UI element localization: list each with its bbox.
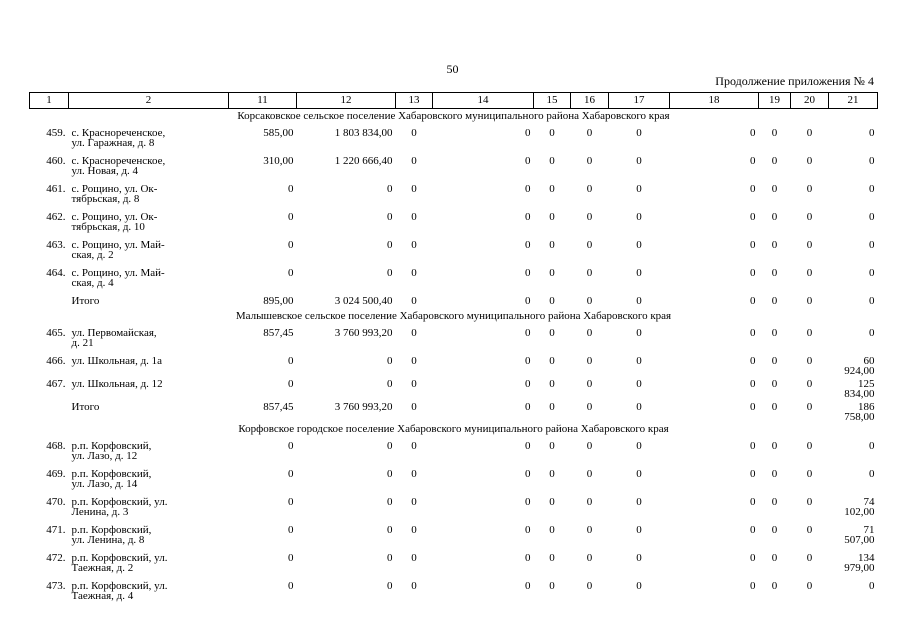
value-cell: 186 758,00 xyxy=(844,401,875,423)
address-line: ская, д. 2 xyxy=(71,249,114,261)
row-number: 465. xyxy=(46,327,66,339)
value-cell: 0 xyxy=(549,378,555,390)
value-cell: 0 xyxy=(549,524,555,536)
value-cell: 0 xyxy=(411,267,417,279)
value-cell: 0 xyxy=(806,327,813,339)
value-cell: 0 xyxy=(549,496,555,508)
value-cell: 0 xyxy=(288,468,294,480)
row-number: 473. xyxy=(46,580,66,592)
value-cell: 0 xyxy=(586,267,593,279)
value-cell: 0 xyxy=(806,267,813,279)
value-cell: 0 xyxy=(549,295,555,307)
value-cell: 0 xyxy=(750,496,756,508)
value-cell: 0 xyxy=(806,183,813,195)
value-cell: 0 xyxy=(771,155,778,167)
value-cell: 0 xyxy=(387,552,393,564)
value-cell: 0 xyxy=(806,295,813,307)
address-cell xyxy=(69,376,229,399)
address-line: ул. Школьная, д. 12 xyxy=(71,378,163,390)
row-number: 471. xyxy=(46,524,66,536)
value-cell: 0 xyxy=(636,239,642,251)
value-cell: 0 xyxy=(806,401,813,413)
value-cell: 0 xyxy=(411,378,417,390)
page-number: 50 xyxy=(446,62,459,76)
value-cell: 0 xyxy=(586,378,593,390)
address-line: ул. Первомайская, xyxy=(71,327,157,339)
value-cell: 0 xyxy=(525,239,531,251)
value-cell: 0 xyxy=(411,496,417,508)
table-row xyxy=(30,376,878,399)
address-cell xyxy=(69,438,229,466)
address-line: ул. Гаражная, д. 8 xyxy=(71,137,155,149)
value-cell: 0 xyxy=(525,378,531,390)
value-cell: 0 xyxy=(771,211,778,223)
value-cell: 0 xyxy=(771,580,778,592)
value-cell: 0 xyxy=(636,401,642,413)
address-line: с. Рощино, ул. Ок- xyxy=(71,211,158,223)
value-cell: 0 xyxy=(869,183,875,195)
value-cell: 0 xyxy=(771,496,778,508)
address-line: с. Краснореченское, xyxy=(71,155,166,167)
value-cell: 0 xyxy=(806,552,813,564)
address-line: р.п. Корфовский, ул. xyxy=(71,552,168,564)
value-cell: 0 xyxy=(525,155,531,167)
value-cell: 0 xyxy=(771,295,778,307)
table-row xyxy=(30,578,878,606)
value-cell: 0 xyxy=(586,211,593,223)
address-line: Таежная, д. 2 xyxy=(71,562,134,574)
value-cell: 0 xyxy=(750,440,756,452)
value-cell: 3 760 993,20 xyxy=(334,327,393,339)
value-cell: 0 xyxy=(525,183,531,195)
address-line: р.п. Корфовский, xyxy=(71,468,152,480)
table-row xyxy=(30,237,878,265)
column-header: 18 xyxy=(670,93,759,109)
value-cell: 0 xyxy=(411,355,417,367)
value-cell: 0 xyxy=(387,183,393,195)
table-row xyxy=(30,181,878,209)
address-cell xyxy=(69,325,229,353)
appendix-table xyxy=(29,92,878,606)
value-cell: 0 xyxy=(869,127,875,139)
value-cell: 0 xyxy=(636,127,642,139)
value-cell: 0 xyxy=(411,239,417,251)
total-row xyxy=(30,399,878,422)
value-cell: 0 xyxy=(586,468,593,480)
value-cell: 0 xyxy=(288,267,294,279)
table-row xyxy=(30,494,878,522)
value-cell: 0 xyxy=(771,267,778,279)
value-cell: 0 xyxy=(771,440,778,452)
value-cell: 0 xyxy=(869,211,875,223)
value-cell: 0 xyxy=(586,183,593,195)
table-row xyxy=(30,325,878,353)
value-cell: 0 xyxy=(288,440,294,452)
value-cell: 0 xyxy=(636,295,642,307)
address-cell xyxy=(69,209,229,237)
value-cell: 0 xyxy=(636,355,642,367)
value-cell: 0 xyxy=(586,127,593,139)
column-header: 14 xyxy=(433,93,534,109)
value-cell: 0 xyxy=(525,127,531,139)
column-numbers-row xyxy=(30,93,878,109)
value-cell: 0 xyxy=(387,580,393,592)
column-header: 17 xyxy=(609,93,670,109)
row-number: 469. xyxy=(46,468,66,480)
address-line: ул. Лазо, д. 14 xyxy=(71,478,138,490)
address-line: Итого xyxy=(71,401,100,413)
section-header-row xyxy=(30,422,878,438)
value-cell: 0 xyxy=(411,524,417,536)
value-cell: 0 xyxy=(549,327,555,339)
value-cell: 0 xyxy=(771,127,778,139)
table-row xyxy=(30,466,878,494)
value-cell: 0 xyxy=(750,378,756,390)
value-cell: 0 xyxy=(806,580,813,592)
table-row xyxy=(30,265,878,293)
address-line: ул. Лазо, д. 12 xyxy=(71,450,138,462)
value-cell: 0 xyxy=(525,211,531,223)
address-cell xyxy=(69,399,229,422)
value-cell: 0 xyxy=(636,267,642,279)
column-header: 11 xyxy=(229,93,297,109)
address-cell xyxy=(69,153,229,181)
value-cell: 0 xyxy=(549,183,555,195)
value-cell: 0 xyxy=(806,440,813,452)
row-number: 467. xyxy=(46,378,66,390)
value-cell: 0 xyxy=(549,239,555,251)
value-cell: 0 xyxy=(869,295,875,307)
value-cell: 0 xyxy=(750,552,756,564)
address-line: ул. Новая, д. 4 xyxy=(71,165,139,177)
value-cell: 0 xyxy=(869,440,875,452)
row-number: 460. xyxy=(46,155,66,167)
value-cell: 1 803 834,00 xyxy=(334,127,393,139)
value-cell: 0 xyxy=(636,378,642,390)
value-cell: 0 xyxy=(771,378,778,390)
address-line: ская, д. 4 xyxy=(71,277,114,289)
value-cell: 0 xyxy=(387,211,393,223)
value-cell: 0 xyxy=(549,355,555,367)
value-cell: 0 xyxy=(636,496,642,508)
row-number: 459. xyxy=(46,127,66,139)
value-cell: 0 xyxy=(411,327,417,339)
row-number: 470. xyxy=(46,496,66,508)
value-cell: 0 xyxy=(586,552,593,564)
value-cell: 0 xyxy=(586,401,593,413)
address-line: Итого xyxy=(71,295,100,307)
value-cell: 0 xyxy=(750,239,756,251)
address-line: Ленина, д. 3 xyxy=(71,506,129,518)
table-row xyxy=(30,550,878,578)
address-cell xyxy=(69,466,229,494)
value-cell: 0 xyxy=(750,267,756,279)
value-cell: 0 xyxy=(869,468,875,480)
address-cell xyxy=(69,550,229,578)
value-cell: 0 xyxy=(636,327,642,339)
value-cell: 0 xyxy=(636,155,642,167)
value-cell: 0 xyxy=(387,496,393,508)
address-cell xyxy=(69,293,229,309)
value-cell: 895,00 xyxy=(263,295,294,307)
value-cell: 0 xyxy=(586,295,593,307)
value-cell: 0 xyxy=(771,401,778,413)
value-cell: 0 xyxy=(806,378,813,390)
address-cell xyxy=(69,237,229,265)
value-cell: 0 xyxy=(636,468,642,480)
row-number: 468. xyxy=(46,440,66,452)
address-line: с. Рощино, ул. Май- xyxy=(71,239,165,251)
table-row xyxy=(30,353,878,376)
row-number: 466. xyxy=(46,355,66,367)
total-row xyxy=(30,293,878,309)
value-cell: 0 xyxy=(411,183,417,195)
value-cell: 0 xyxy=(411,401,417,413)
value-cell: 0 xyxy=(288,183,294,195)
value-cell: 0 xyxy=(771,183,778,195)
value-cell: 0 xyxy=(288,211,294,223)
value-cell: 0 xyxy=(869,155,875,167)
value-cell: 0 xyxy=(525,496,531,508)
value-cell: 0 xyxy=(806,155,813,167)
address-cell xyxy=(69,125,229,153)
column-header: 12 xyxy=(297,93,396,109)
value-cell: 0 xyxy=(288,524,294,536)
value-cell: 0 xyxy=(636,211,642,223)
address-line: ул. Школьная, д. 1а xyxy=(71,355,163,367)
value-cell: 1 220 666,40 xyxy=(334,155,393,167)
value-cell: 0 xyxy=(288,378,294,390)
value-cell: 0 xyxy=(525,355,531,367)
section-header-row xyxy=(30,109,878,126)
value-cell: 0 xyxy=(411,580,417,592)
value-cell: 0 xyxy=(636,552,642,564)
value-cell: 0 xyxy=(636,440,642,452)
value-cell: 0 xyxy=(549,401,555,413)
address-cell xyxy=(69,265,229,293)
address-line: ул. Ленина, д. 8 xyxy=(71,534,145,546)
value-cell: 0 xyxy=(525,295,531,307)
value-cell: 3 024 500,40 xyxy=(334,295,393,307)
table-row xyxy=(30,125,878,153)
value-cell: 0 xyxy=(411,440,417,452)
value-cell: 857,45 xyxy=(263,327,294,339)
value-cell: 0 xyxy=(636,524,642,536)
value-cell: 857,45 xyxy=(263,401,294,413)
column-header: 20 xyxy=(791,93,829,109)
value-cell: 0 xyxy=(525,267,531,279)
value-cell: 0 xyxy=(869,327,875,339)
value-cell: 0 xyxy=(411,155,417,167)
value-cell: 0 xyxy=(750,183,756,195)
value-cell: 0 xyxy=(387,440,393,452)
address-cell xyxy=(69,522,229,550)
value-cell: 0 xyxy=(549,127,555,139)
row-number xyxy=(30,293,69,309)
value-cell: 0 xyxy=(525,468,531,480)
value-cell: 0 xyxy=(586,496,593,508)
value-cell: 0 xyxy=(750,127,756,139)
value-cell: 0 xyxy=(525,440,531,452)
address-line: с. Рощино, ул. Май- xyxy=(71,267,165,279)
column-header: 13 xyxy=(396,93,433,109)
value-cell: 0 xyxy=(525,552,531,564)
value-cell: 0 xyxy=(288,580,294,592)
value-cell: 0 xyxy=(411,295,417,307)
value-cell: 60 924,00 xyxy=(844,355,875,377)
value-cell: 0 xyxy=(549,267,555,279)
address-line: д. 21 xyxy=(71,337,94,349)
value-cell: 0 xyxy=(806,524,813,536)
value-cell: 0 xyxy=(525,401,531,413)
value-cell: 0 xyxy=(750,355,756,367)
table-row xyxy=(30,209,878,237)
value-cell: 0 xyxy=(549,440,555,452)
address-cell xyxy=(69,353,229,376)
column-header: 1 xyxy=(30,93,69,109)
value-cell: 0 xyxy=(806,355,813,367)
value-cell: 0 xyxy=(806,211,813,223)
table-row xyxy=(30,438,878,466)
value-cell: 125 834,00 xyxy=(844,378,875,400)
value-cell: 0 xyxy=(525,327,531,339)
value-cell: 0 xyxy=(750,524,756,536)
value-cell: 0 xyxy=(411,211,417,223)
row-number: 461. xyxy=(46,183,66,195)
value-cell: 71 507,00 xyxy=(844,524,875,546)
value-cell: 0 xyxy=(806,496,813,508)
value-cell: 0 xyxy=(771,327,778,339)
value-cell: 0 xyxy=(586,440,593,452)
value-cell: 0 xyxy=(525,580,531,592)
section-title: Малышевское сельское поселение Хабаровского муниципального района Хабаровского края xyxy=(235,310,672,322)
table-row xyxy=(30,153,878,181)
value-cell: 0 xyxy=(636,183,642,195)
value-cell: 0 xyxy=(750,211,756,223)
value-cell: 0 xyxy=(549,468,555,480)
value-cell: 0 xyxy=(411,127,417,139)
table-row xyxy=(30,522,878,550)
value-cell: 0 xyxy=(636,580,642,592)
section-title: Корсаковское сельское поселение Хабаровского муниципального района Хабаровского края xyxy=(237,110,670,122)
row-number xyxy=(30,399,69,422)
value-cell: 0 xyxy=(525,524,531,536)
value-cell: 0 xyxy=(411,468,417,480)
value-cell: 0 xyxy=(750,401,756,413)
value-cell: 0 xyxy=(387,239,393,251)
row-number: 463. xyxy=(46,239,66,251)
value-cell: 3 760 993,20 xyxy=(334,401,393,413)
value-cell: 0 xyxy=(750,468,756,480)
continuation-label: Продолжение приложения № 4 xyxy=(715,74,874,88)
row-number: 462. xyxy=(46,211,66,223)
section-header-row xyxy=(30,309,878,325)
value-cell: 0 xyxy=(387,524,393,536)
column-header: 2 xyxy=(69,93,229,109)
value-cell: 0 xyxy=(411,552,417,564)
value-cell: 0 xyxy=(771,239,778,251)
value-cell: 0 xyxy=(586,580,593,592)
section-title: Корфовское городское поселение Хабаровского муниципального района Хабаровского края xyxy=(238,423,669,435)
address-line: с. Рощино, ул. Ок- xyxy=(71,183,158,195)
value-cell: 0 xyxy=(869,580,875,592)
value-cell: 74 102,00 xyxy=(844,496,875,518)
address-cell xyxy=(69,181,229,209)
value-cell: 0 xyxy=(806,127,813,139)
value-cell: 0 xyxy=(387,355,393,367)
value-cell: 0 xyxy=(750,295,756,307)
value-cell: 0 xyxy=(586,355,593,367)
column-header: 15 xyxy=(534,93,571,109)
value-cell: 0 xyxy=(771,524,778,536)
value-cell: 310,00 xyxy=(263,155,294,167)
value-cell: 0 xyxy=(771,355,778,367)
value-cell: 0 xyxy=(288,355,294,367)
value-cell: 0 xyxy=(387,378,393,390)
value-cell: 0 xyxy=(549,552,555,564)
value-cell: 0 xyxy=(750,580,756,592)
column-header: 21 xyxy=(829,93,878,109)
address-line: р.п. Корфовский, xyxy=(71,524,152,536)
value-cell: 0 xyxy=(586,239,593,251)
value-cell: 0 xyxy=(586,327,593,339)
value-cell: 0 xyxy=(750,327,756,339)
value-cell: 0 xyxy=(549,580,555,592)
address-line: с. Краснореченское, xyxy=(71,127,166,139)
value-cell: 0 xyxy=(771,552,778,564)
value-cell: 585,00 xyxy=(263,127,294,139)
value-cell: 0 xyxy=(750,155,756,167)
address-line: Таежная, д. 4 xyxy=(71,590,134,602)
value-cell: 0 xyxy=(586,155,593,167)
value-cell: 0 xyxy=(387,267,393,279)
value-cell: 134 979,00 xyxy=(844,552,875,574)
column-header: 16 xyxy=(571,93,609,109)
address-cell xyxy=(69,494,229,522)
row-number: 472. xyxy=(46,552,66,564)
value-cell: 0 xyxy=(806,239,813,251)
value-cell: 0 xyxy=(771,468,778,480)
column-header: 19 xyxy=(759,93,791,109)
table-body xyxy=(30,109,878,607)
value-cell: 0 xyxy=(288,239,294,251)
address-line: р.п. Корфовский, xyxy=(71,440,152,452)
value-cell: 0 xyxy=(549,155,555,167)
value-cell: 0 xyxy=(869,267,875,279)
value-cell: 0 xyxy=(806,468,813,480)
value-cell: 0 xyxy=(387,468,393,480)
address-line: р.п. Корфовский, ул. xyxy=(71,496,168,508)
address-line: р.п. Корфовский, ул. xyxy=(71,580,168,592)
address-cell xyxy=(69,578,229,606)
value-cell: 0 xyxy=(288,552,294,564)
value-cell: 0 xyxy=(549,211,555,223)
row-number: 464. xyxy=(46,267,66,279)
address-line: тябрьская, д. 8 xyxy=(71,193,140,205)
value-cell: 0 xyxy=(869,239,875,251)
address-line: тябрьская, д. 10 xyxy=(71,221,145,233)
value-cell: 0 xyxy=(586,524,593,536)
value-cell: 0 xyxy=(288,496,294,508)
